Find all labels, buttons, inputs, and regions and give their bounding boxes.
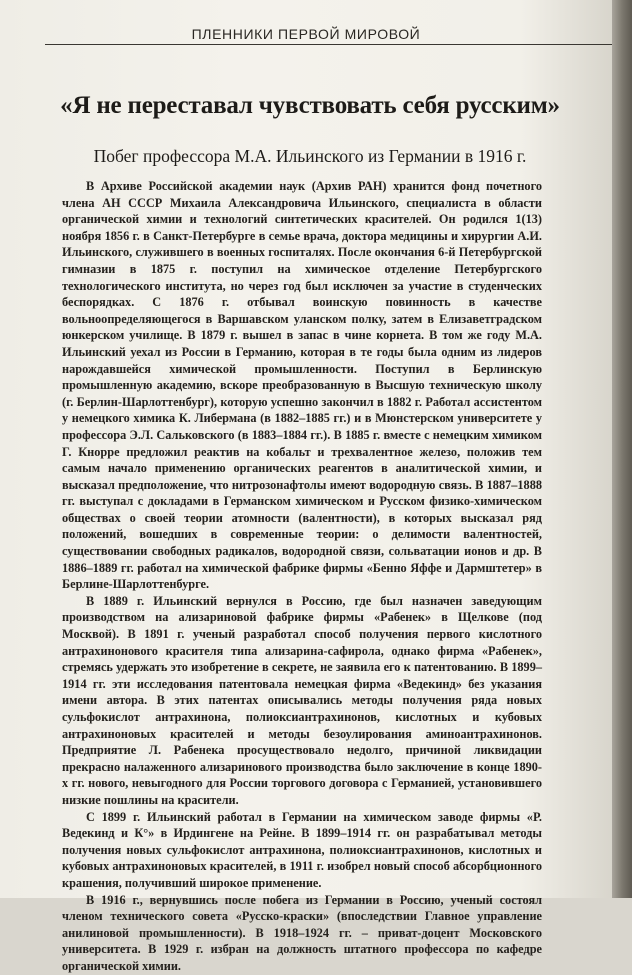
article-title: «Я не переставал чувствовать себя русским» [60,92,560,119]
article-subtitle: Побег профессора М.А. Ильинского из Германии в 1916 г. [93,146,527,166]
running-header-title: ПЛЕННИКИ ПЕРВОЙ МИРОВОЙ [191,26,421,42]
header-rule [45,44,612,45]
paragraph: В 1916 г., вернувшись после побега из Германии в Россию, ученый состоял членом технического совета «Русско-краски» (впоследствии Главное управление анилиновой промышленности). В 1918–1924 гг. – приват-доцент Московского университета. В 1929 г. избран на должность штатного профессора по кафедре органической химии. [62,892,542,973]
paragraph: В Архиве Российской академии наук (Архив РАН) хранится фонд почетного члена АН СССР Михаила Александровича Ильинского, специалиста в области органической химии и технологий синтетических красителей. Он родился 1(13) ноября 1856 г. в Санкт-Петербурге в семье врача, доктора медицины и хирургии А.И. Ильинского, служившего в военных госпиталях. После окончания 6-й Петербургской гимназии в 1875 г. поступил на химическое отделение Петербургского технологического института, но через год был исключен за участие в студенческих беспорядках. С 1876 г. отбывал воинскую повинность в качестве вольноопределяющегося в Варшавском уланском полку, затем в Елизаветградском юнкерском училище. В 1879 г. вышел в запас в чине корнета. В том же году М.А. Ильинский уехал из России в Германию, которая в те годы была одним из лидеров нарождавшейся химической промышленности. Поступил в Берлинскую промышленную академию, вскоре преобразованную в Высшую техническую школу (г. Берлин-Шарлоттенбург), которую успешно закончил в 1882 г. Работал ассистентом у немецкого химика К. Либермана (в 1882–1885 гг.) и в Мюнстерском университете у профессора Э.Л. Сальковского (в 1883–1884 гг.). В 1885 г. вместе с немецким химиком Г. Кнорре предложил реактив на кобальт и трехвалентное железо, положив тем самым начало применению органических реагентов в аналитической химии, и высказал предположение, что нитрозонафтолы имеют водородную связь. В 1887–1888 гг. выступал с докладами в Германском химическом и Русском физико-химическом обществах о своей теории атомности (валентности), в которых высказал ряд положений, вошедших в современные теории: о делимости валентностей, существовании свободных радикалов, водородной связи, сольватации ионов и др. В 1886–1889 гг. работал на химической фабрике фирмы «Бенно Яффе и Дармштетер» в Берлине-Шарлоттенбурге. [62,179,542,592]
article-body [62,178,542,975]
paragraph: С 1899 г. Ильинский работал в Германии на химическом заводе фирмы «Р. Ведекинд и К°» в Ирдингене на Рейне. В 1899–1914 гг. он разрабатывал методы получения новых сульфокислот антрахинона, полиоксиантрахинонов, кислотных и кубовых антрахиноновых красителей, в 1911 г. изобрел новый способ абсорбционного крашения, получивший широкое применение. [62,809,542,890]
paragraph: В 1889 г. Ильинский вернулся в Россию, где был назначен заведующим производством на ализариновой фабрике фирмы «Рабенек» в Щелкове (под Москвой). В 1891 г. ученый разработал способ получения первого кислотного антрахинонового красителя типа ализарина-сафирола, однако фирма «Рабенек», стремясь удержать это изобретение в секрете, не заявила его к патентованию. В 1899–1914 гг. эти исследования патентовала немецкая фирма «Ведекинд» без указания имени автора. В этих патентах описывались методы получения ряда новых сульфокислот антрахинона, полиоксиантрахинонов, кислотных и кубовых антрахиноновых красителей и методы безоулирования аминоантрахинонов. Предприятие Л. Рабенека просуществовало недолго, причиной ликвидации прекрасно налаженного ализаринового производства было заключение в конце 1890-х гг. нового, невыгодного для России торгового договора с Германией, установившего низкие пошлины на красители. [62,593,542,807]
running-header [0,26,612,48]
book-spine-shadow [612,0,632,898]
